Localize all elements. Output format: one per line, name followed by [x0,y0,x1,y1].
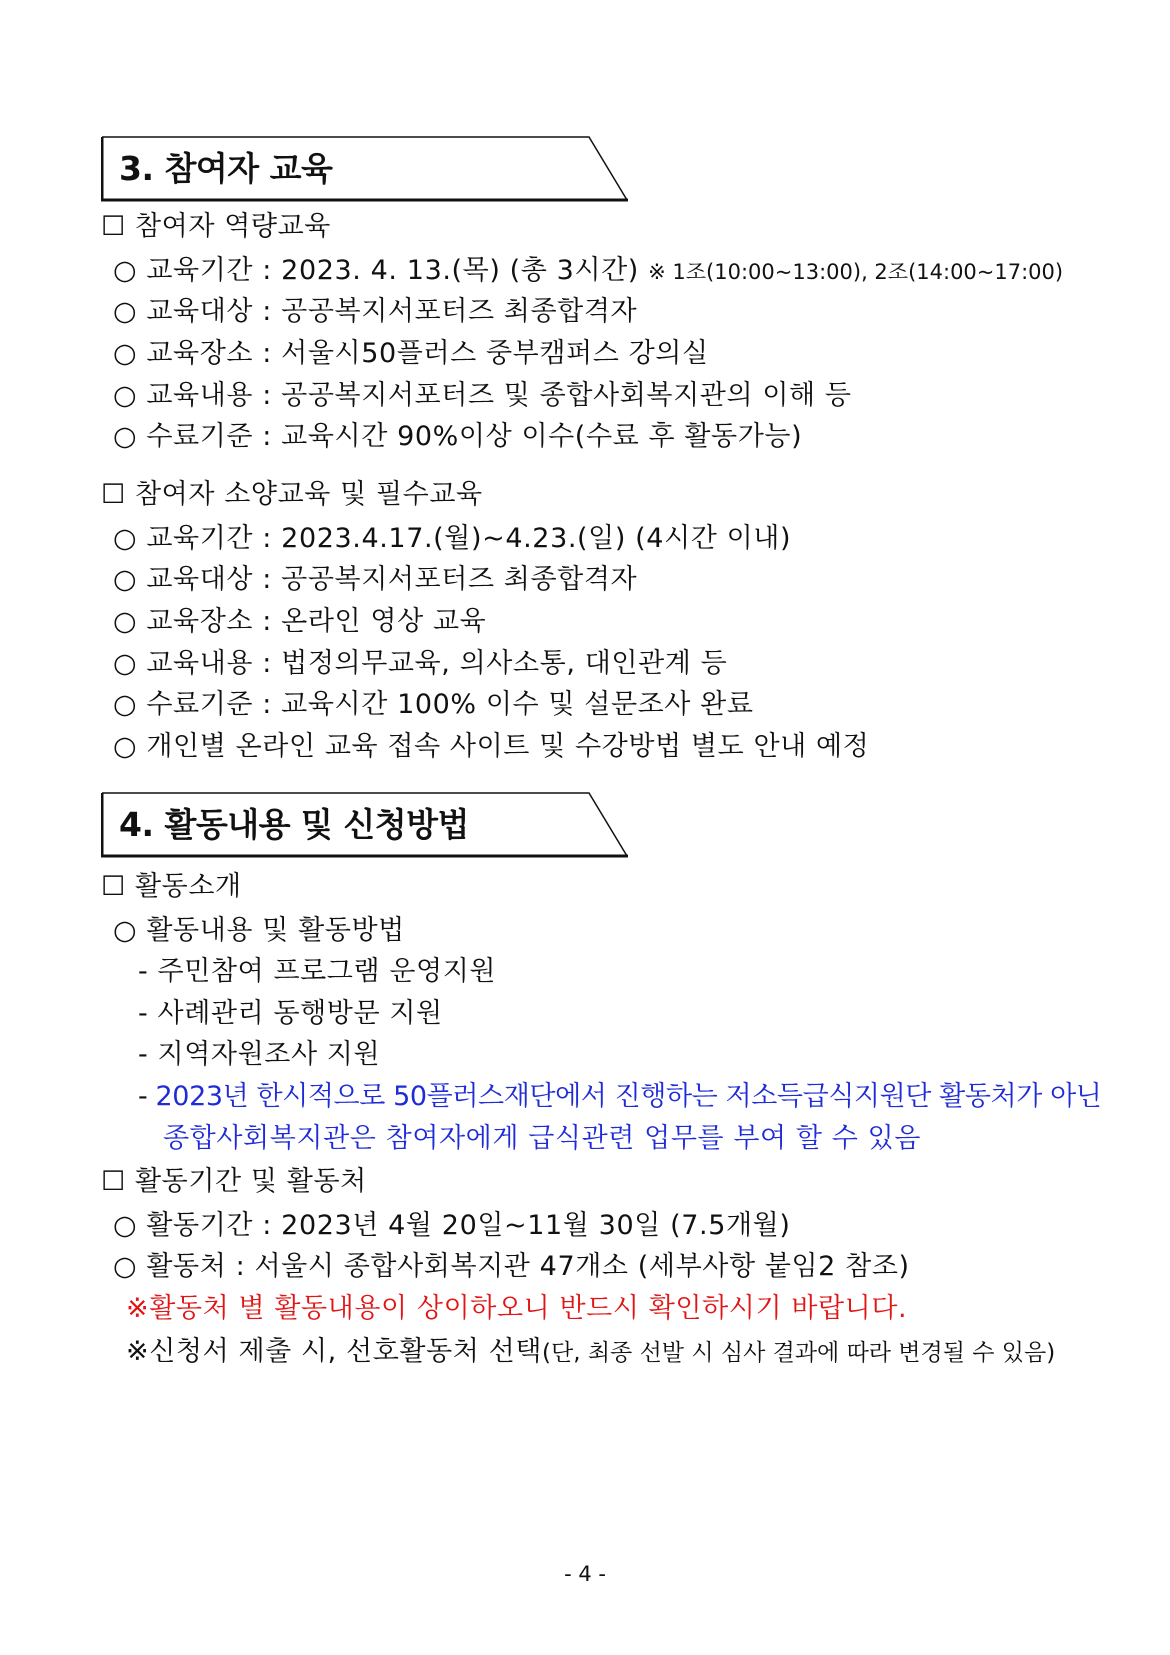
list-item: ○ 수료기준 : 교육시간 90%이상 이수(수료 후 활동가능) [113,421,803,452]
section-4-header [101,792,629,858]
dash-item: - 주민참여 프로그램 운영지원 [138,956,497,987]
section-4-title: 4. 활동내용 및 신청방법 [119,805,469,844]
highlight-dash-item: - 2023년 한시적으로 50플러스재단에서 진행하는 저소득급식지원단 활동처가 아닌 [138,1081,1102,1112]
group-heading: ☐ 참여자 소양교육 및 필수교육 [101,479,483,510]
warning-note: ※활동처 별 활동내용이 상이하오니 반드시 확인하시기 바랍니다. [126,1293,908,1324]
schedule-note: ※ 1조(10:00~13:00), 2조(14:00~17:00) [648,260,1064,284]
dash-item: - 지역자원조사 지원 [138,1039,381,1070]
list-item: ○ 교육장소 : 온라인 영상 교육 [113,606,487,637]
list-item: ○ 교육기간 : 2023. 4. 13.(목) (총 3시간) ※ 1조(10:00~13:00), 2조(14:00~17:00) [113,255,1064,286]
list-item: ○ 교육대상 : 공공복지서포터즈 최종합격자 [113,296,638,327]
list-item: ○ 교육내용 : 공공복지서포터즈 및 종합사회복지관의 이해 등 [113,380,852,411]
list-item: ○ 활동기간 : 2023년 4월 20일~11월 30일 (7.5개월) [113,1210,791,1241]
list-item: ○ 교육장소 : 서울시50플러스 중부캠퍼스 강의실 [113,338,709,369]
highlight-continuation: 종합사회복지관은 참여자에게 급식관련 업무를 부여 할 수 있음 [163,1123,922,1154]
list-item: ○ 활동처 : 서울시 종합사회복지관 47개소 (세부사항 붙임2 참조) [113,1251,910,1282]
section-3-header [101,136,629,202]
application-note: ※신청서 제출 시, 선호활동처 선택(단, 최종 선발 시 심사 결과에 따라 변경될 수 있음) [126,1336,1056,1367]
list-item: ○ 교육내용 : 법정의무교육, 의사소통, 대인관계 등 [113,648,728,679]
list-item: ○ 활동내용 및 활동방법 [113,915,405,946]
group-heading: ☐ 활동소개 [101,871,242,902]
group-heading: ☐ 활동기간 및 활동처 [101,1166,367,1197]
group-heading: ☐ 참여자 역량교육 [101,211,331,242]
section-3-title: 3. 참여자 교육 [119,149,333,188]
page-number: - 4 - [564,1562,606,1586]
dash-item: - 사례관리 동행방문 지원 [138,998,443,1029]
list-item: ○ 개인별 온라인 교육 접속 사이트 및 수강방법 별도 안내 예정 [113,731,870,762]
list-item: ○ 교육기간 : 2023.4.17.(월)~4.23.(일) (4시간 이내) [113,523,792,554]
list-item: ○ 교육대상 : 공공복지서포터즈 최종합격자 [113,564,638,595]
list-item: ○ 수료기준 : 교육시간 100% 이수 및 설문조사 완료 [113,689,754,720]
